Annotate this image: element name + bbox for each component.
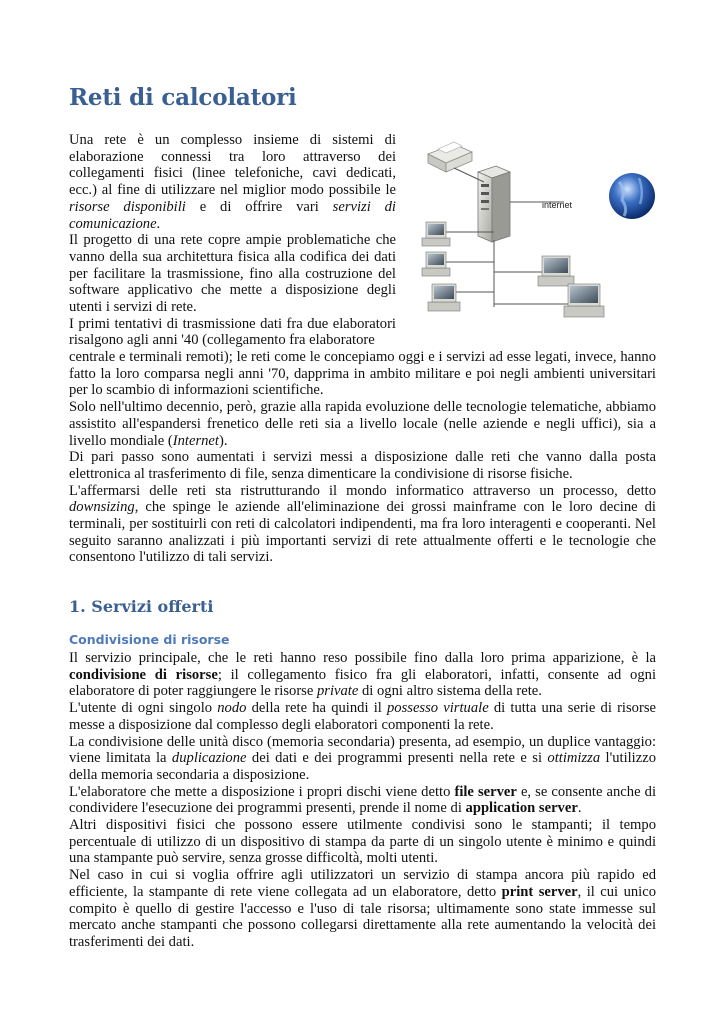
internet-label: internet <box>542 200 573 210</box>
section1-paragraph-1: Il servizio principale, che le reti hanno reso possibile fino dalla loro prima apparizione, è la condivisione di risorse; il collegamento fisico fra gli elaboratori, infatti, consente ad ogni elaboratore di poter raggiungere le risorse private di ogni altro sistema della rete. <box>69 650 656 700</box>
subsection-heading: Condivisione di risorse <box>69 632 230 647</box>
intro-paragraph-3b: centrale e terminali remoti); le reti come le concepiamo oggi e i servizi ad esse legati, invece, hanno fatto la loro comparsa negli anni '70, dapprima in ambito militare e poi negli ambienti universitari per lo scambio di informazioni scientifiche. <box>69 349 656 399</box>
workstation-icon <box>422 222 450 246</box>
section1-paragraph-5: Altri dispositivi fisici che possono essere utilmente condivisi sono le stampanti; il tempo percentuale di utilizzo di un dispositivo di stampa da parte di un singolo utente è minimo e quindi una stampante può servire, senza grosse difficoltà, molti utenti. <box>69 817 656 867</box>
network-illustration <box>414 132 658 322</box>
section-heading: 1. Servizi offerti <box>69 597 214 616</box>
intro-paragraph-4: Solo nell'ultimo decennio, però, grazie alla rapida evoluzione delle tecnologie telematiche, abbiamo assistito all'espandersi frenetico delle reti sia a livello locale (nelle aziende e negli uffici), sia a livello mondiale (Internet). <box>69 399 656 449</box>
workstation-icon <box>564 284 604 317</box>
intro-paragraph-3a: I primi tentativi di trasmissione dati fra due elaboratori risalgono agli anni '40 (collegamento fra elaboratore <box>69 315 396 349</box>
intro-paragraph-1: Una rete è un complesso insieme di sistemi di elaborazione connessi tra loro attraverso dei collegamenti fisici (linee telefoniche, cavi dedicati, ecc.) al fine di utilizzare nel miglior modo possibile le risorse disponibili e di offrire vari servizi di comunicazione. <box>69 132 396 232</box>
printer-icon <box>428 142 472 172</box>
globe-icon <box>609 173 655 219</box>
workstation-icon <box>422 252 450 276</box>
intro-paragraph-5: Di pari passo sono aumentati i servizi messi a disposizione dalle reti che vanno dalla posta elettronica al trasferimento di file, senza dimenticare la condivisione di risorse fisiche. <box>69 449 656 482</box>
section1-paragraph-4: L'elaboratore che mette a disposizione i propri dischi viene detto file server e, se consente anche di condividere l'esecuzione dei programmi presenti, prende il nome di application server. <box>69 783 656 817</box>
section1-paragraph-2: L'utente di ogni singolo nodo della rete ha quindi il possesso virtuale di tutta una serie di risorse messe a disposizione dal complesso degli elaboratori componenti la rete. <box>69 700 656 733</box>
section1-body <box>69 650 656 951</box>
intro-paragraph-6: L'affermarsi delle reti sta ristrutturando il mondo informatico attraverso un processo, detto downsizing, che spinge le aziende all'eliminazione dei grossi mainframe con le loro decine di terminali, per sostituirli con reti di calcolatori indipendenti, ma fra loro interagenti e cooperanti. Nel seguito saranno analizzati i più importanti servizi di rete attualmente offerti e le tecnologie che consentono l'utilizzo di tali servizi. <box>69 482 656 566</box>
section1-paragraph-6: Nel caso in cui si voglia offrire agli utilizzatori un servizio di stampa ancora più rapido ed efficiente, la stampante di rete viene collegata ad un elaboratore, detto print server, il cui unico compito è quello di gestire l'accesso e l'uso di tale risorsa; ultimamente sono state immesse sul mercato anche stampanti che possono collegarsi direttamente alla rete aumentando la velocità dei trasferimenti dei dati. <box>69 867 656 950</box>
intro-continued-text <box>69 349 656 566</box>
workstation-icon <box>538 256 574 286</box>
server-tower-icon <box>478 166 510 242</box>
section1-paragraph-3: La condivisione delle unità disco (memoria secondaria) presenta, ad esempio, un duplice vantaggio: viene limitata la duplicazione dei dati e dei programmi presenti nella rete e si ottimizza l'utilizzo della memoria secondaria a disposizione. <box>69 733 656 783</box>
workstation-icon <box>428 284 460 311</box>
page-title: Reti di calcolatori <box>69 84 297 111</box>
intro-paragraph-2: Il progetto di una rete copre ampie problematiche che vanno della sua architettura fisica alla codifica dei dati per facilitare la trasmissione, fino alla costruzione del software applicativo che mette a disposizione degli utenti i servizi di rete. <box>69 232 396 316</box>
intro-wrapped-text <box>69 132 396 349</box>
